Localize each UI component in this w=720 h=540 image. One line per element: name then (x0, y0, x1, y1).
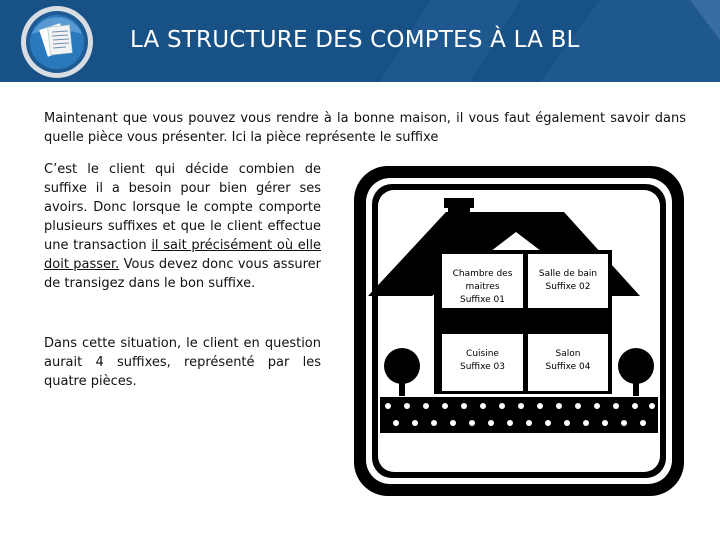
paragraph1-underlined-text: il sait précisément où elle doit passer. (44, 238, 322, 272)
room-suffix: Suffixe 01 (459, 295, 506, 305)
page-title: LA STRUCTURE DES COMPTES À LA BL (130, 27, 580, 53)
paragraph1-text-end: Vous devez donc vous assurer de transigez dans le bon suffixe. (44, 257, 321, 291)
documents-icon (18, 4, 96, 80)
room-name-line2: maitres (465, 282, 500, 292)
paragraph-client-suffixes (44, 160, 321, 293)
house-illustration (354, 166, 684, 496)
intro-paragraph: Maintenant que vous pouvez vous rendre à la bonne maison, il vous faut également savoir dans quelle pièce vous présenter. Ici la pièce représente le suffixe (44, 111, 686, 145)
room-suffix: Suffixe 02 (545, 282, 591, 292)
header-bar (0, 0, 720, 82)
room-suffix: Suffixe 04 (545, 362, 591, 372)
room-bathroom (528, 268, 608, 294)
room-name: Salle de bain (538, 269, 598, 279)
room-name-line1: Chambre des (452, 269, 513, 279)
room-master-bedroom (442, 268, 523, 307)
room-suffix: Suffixe 03 (459, 362, 506, 372)
paragraph1-text-start: C’est le client qui décide combien de suffixe il a besoin pour bien gérer ses avoirs. Donc lorsque le compte comporte plusieurs suffixes et que le client effectue une transaction (44, 162, 321, 253)
room-name: Salon (555, 349, 581, 359)
paragraph-four-suffixes: Dans cette situation, le client en question aurait 4 suffixes, représenté par les quatre pièces. (44, 336, 321, 389)
room-living-room (528, 348, 608, 374)
room-name: Cuisine (466, 349, 499, 359)
room-kitchen (442, 348, 523, 374)
house-diagram (354, 166, 684, 496)
